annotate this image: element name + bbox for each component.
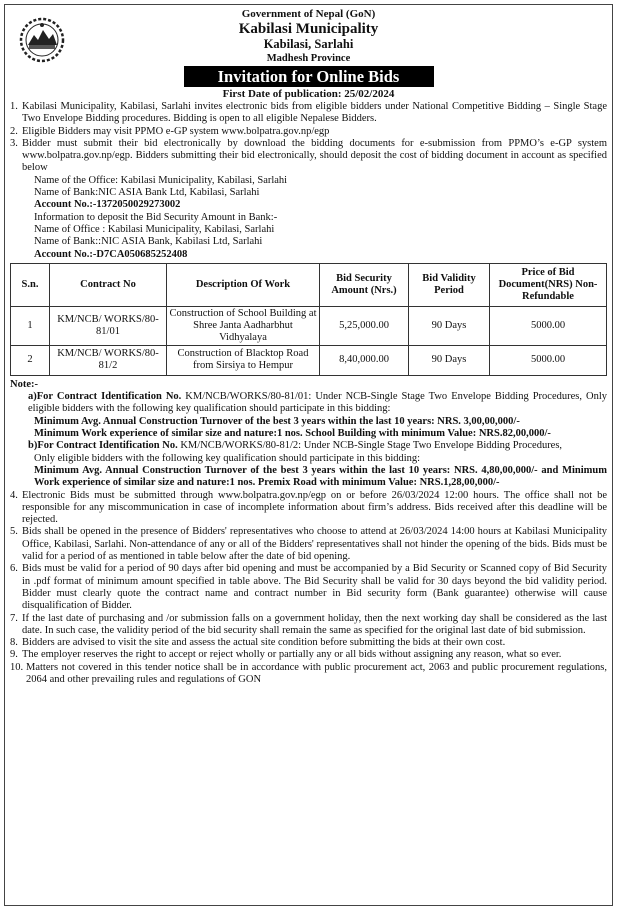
bank-name-1: Name of Bank:NIC ASIA Bank Ltd, Kabilasi, Sarlahi [34, 187, 260, 199]
note-a-experience: Minimum Work experience of similar size and nature:1 nos. School Building with minimum Value: NRS.82,00,000/- [34, 428, 551, 440]
office-name-2: Name of Office : Kabilasi Municipality, Kabilasi, Sarlahi [34, 223, 275, 235]
cell-price: 5000.00 [490, 306, 607, 345]
note-b-eligibility: Only eligible bidders with the following key qualification should participate in this bidding: [34, 452, 421, 464]
col-bid-security: Bid Security Amount (Nrs.) [320, 263, 409, 306]
clause-9: 9. The employer reserves the right to accept or reject wholly or partially any or all bids without assigning any reason, what so ever. [10, 649, 562, 661]
municipality-name: Kabilasi Municipality [238, 21, 379, 37]
account-number-2: Account No.:-D7CA050685252408 [34, 248, 188, 260]
clause-4: 4. Electronic Bids must be submitted through www.bolpatra.gov.np/egp on or before 26/03/2024 12:00 hours. The office shall not be responsible for any miscommunication in case of incomplete information about firm’s address. Bids received after this deadline will be rejected. [10, 489, 607, 526]
col-contract-no: Contract No [50, 263, 167, 306]
col-validity: Bid Validity Period [409, 263, 490, 306]
nepal-emblem-icon [19, 17, 65, 63]
clause-3: 3. Bidder must submit their bid electronically by download the bidding documents for e-submission from PPMO’s e-GP system www.bolpatra.gov.np/egp. Bidders submitting their bid electronically, should deposit the cost of bidding document in account as specified below [10, 137, 607, 174]
note-b-requirements: Minimum Avg. Annual Construction Turnover of the best 3 years within the last 10 years: NRS. 4,80,00,000/- and Minimum Work experience of similar size and nature:1 nos. Premix Road with minimum Value: NRS.1,28,00,000/- [34, 464, 607, 489]
cell-contract-no: KM/NCB/ WORKS/80-81/2 [50, 345, 167, 375]
province-label: Madhesh Province [266, 53, 351, 64]
clause-1: 1. Kabilasi Municipality, Kabilasi, Sarlahi invites electronic bids from eligible bidders under National Competitive Bidding – Single Stage Two Envelope Bidding procedures. Bidding is open to all eligible Nepalese Bidders. [10, 101, 607, 125]
clause-7: 7. If the last date of purchasing and /or submission falls on a government holiday, then the next working day shall be considered as the last date. In such case, the validity period of the bid security shall remain the same as specified for the original last date of bid submission. [10, 612, 607, 636]
note-a-text: KM/NCB/WORKS/80-81/01: Under NCB-Single Stage Two Envelope Bidding Procedures, Only eligible bidders with the following key qualification should participate in this bidding: [28, 391, 608, 415]
note-a-turnover: Minimum Avg. Annual Construction Turnover of the best 3 years within the last 10 years: NRS. 3,00,00,000/- [34, 415, 520, 427]
clause-8: 8. Bidders are advised to visit the site and assess the actual site condition before submitting the bids at their own cost. [10, 637, 506, 649]
notice-title: Invitation for Online Bids [184, 66, 434, 87]
cell-price: 5000.00 [490, 345, 607, 375]
col-description: Description Of Work [167, 263, 320, 306]
publication-date: First Date of publication: 25/02/2024 [222, 88, 395, 100]
deposit-info: Information to deposit the Bid Security Amount in Bank:- [34, 211, 278, 223]
cell-description: Construction of School Building at Shree Janta Aadharbhut Vidhyalaya [167, 306, 320, 345]
clause-10: 10. Matters not covered in this tender notice shall be in accordance with public procurement act, 2063 and public procurement regulations, 2064 and other prevailing rules and regulations of GON [10, 661, 607, 685]
cell-sn: 2 [11, 345, 50, 375]
office-name-1: Name of the Office: Kabilasi Municipality, Kabilasi, Sarlahi [34, 174, 288, 186]
cell-sn: 1 [11, 306, 50, 345]
clause-2: 2. Eligible Bidders may visit PPMO e-GP system www.bolpatra.gov.np/egp [10, 125, 330, 137]
table-row [11, 306, 607, 345]
account-number-1: Account No.:-1372050029273002 [34, 199, 181, 211]
note-a [10, 391, 607, 416]
note-b [10, 440, 607, 452]
note-b-text: KM/NCB/WORKS/80-81/2: Under NCB-Single Stage Two Envelope Bidding Procedures, [177, 440, 563, 452]
government-label: Government of Nepal (GoN) [241, 8, 376, 20]
cell-description: Construction of Blacktop Road from Sirsiya to Hempur [167, 345, 320, 375]
note-b-lead: b)For Contract Identification No. [28, 440, 178, 452]
table-row [11, 345, 607, 375]
col-price: Price of Bid Document(NRS) Non-Refundable [490, 263, 607, 306]
cell-contract-no: KM/NCB/ WORKS/80-81/01 [50, 306, 167, 345]
clause-6: 6. Bids must be valid for a period of 90 days after bid opening and must be accompanied by a Bid Security or Scanned copy of Bid Security in .pdf format of minimum amount specified in table above. The Bid Security shall be valid for 30 days beyond the bid validity period. Bidder must clearly quote the contract name and contract number in Bid security form (Bank guarantee) otherwise will cause disqualification of Bidder. [10, 563, 607, 612]
table-header-row [11, 263, 607, 306]
bank-name-2: Name of Bank::NIC ASIA Bank, Kabilasi Ltd, Sarlahi [34, 236, 263, 248]
note-title: Note:- [10, 378, 38, 390]
cell-validity: 90 Days [409, 345, 490, 375]
cell-validity: 90 Days [409, 306, 490, 345]
note-a-lead: a)For Contract Identification No. [28, 391, 182, 403]
cell-bid-security: 5,25,000.00 [320, 306, 409, 345]
col-sn: S.n. [11, 263, 50, 306]
cell-bid-security: 8,40,000.00 [320, 345, 409, 375]
bid-notice [4, 4, 613, 906]
clause-5: 5. Bids shall be opened in the presence of Bidders' representatives who choose to attend at 26/03/2024 14:00 hours at Kabilasi Municipality Office, Kabilasi, Sarlahi. Non-attendance of any or all of the Bidders' representatives shall not hinder the opening of the bids. Bids must be valid for a period of as mentioned in table below after the date of bid opening. [10, 526, 607, 563]
contracts-table [10, 263, 607, 376]
municipality-location: Kabilasi, Sarlahi [263, 37, 354, 51]
